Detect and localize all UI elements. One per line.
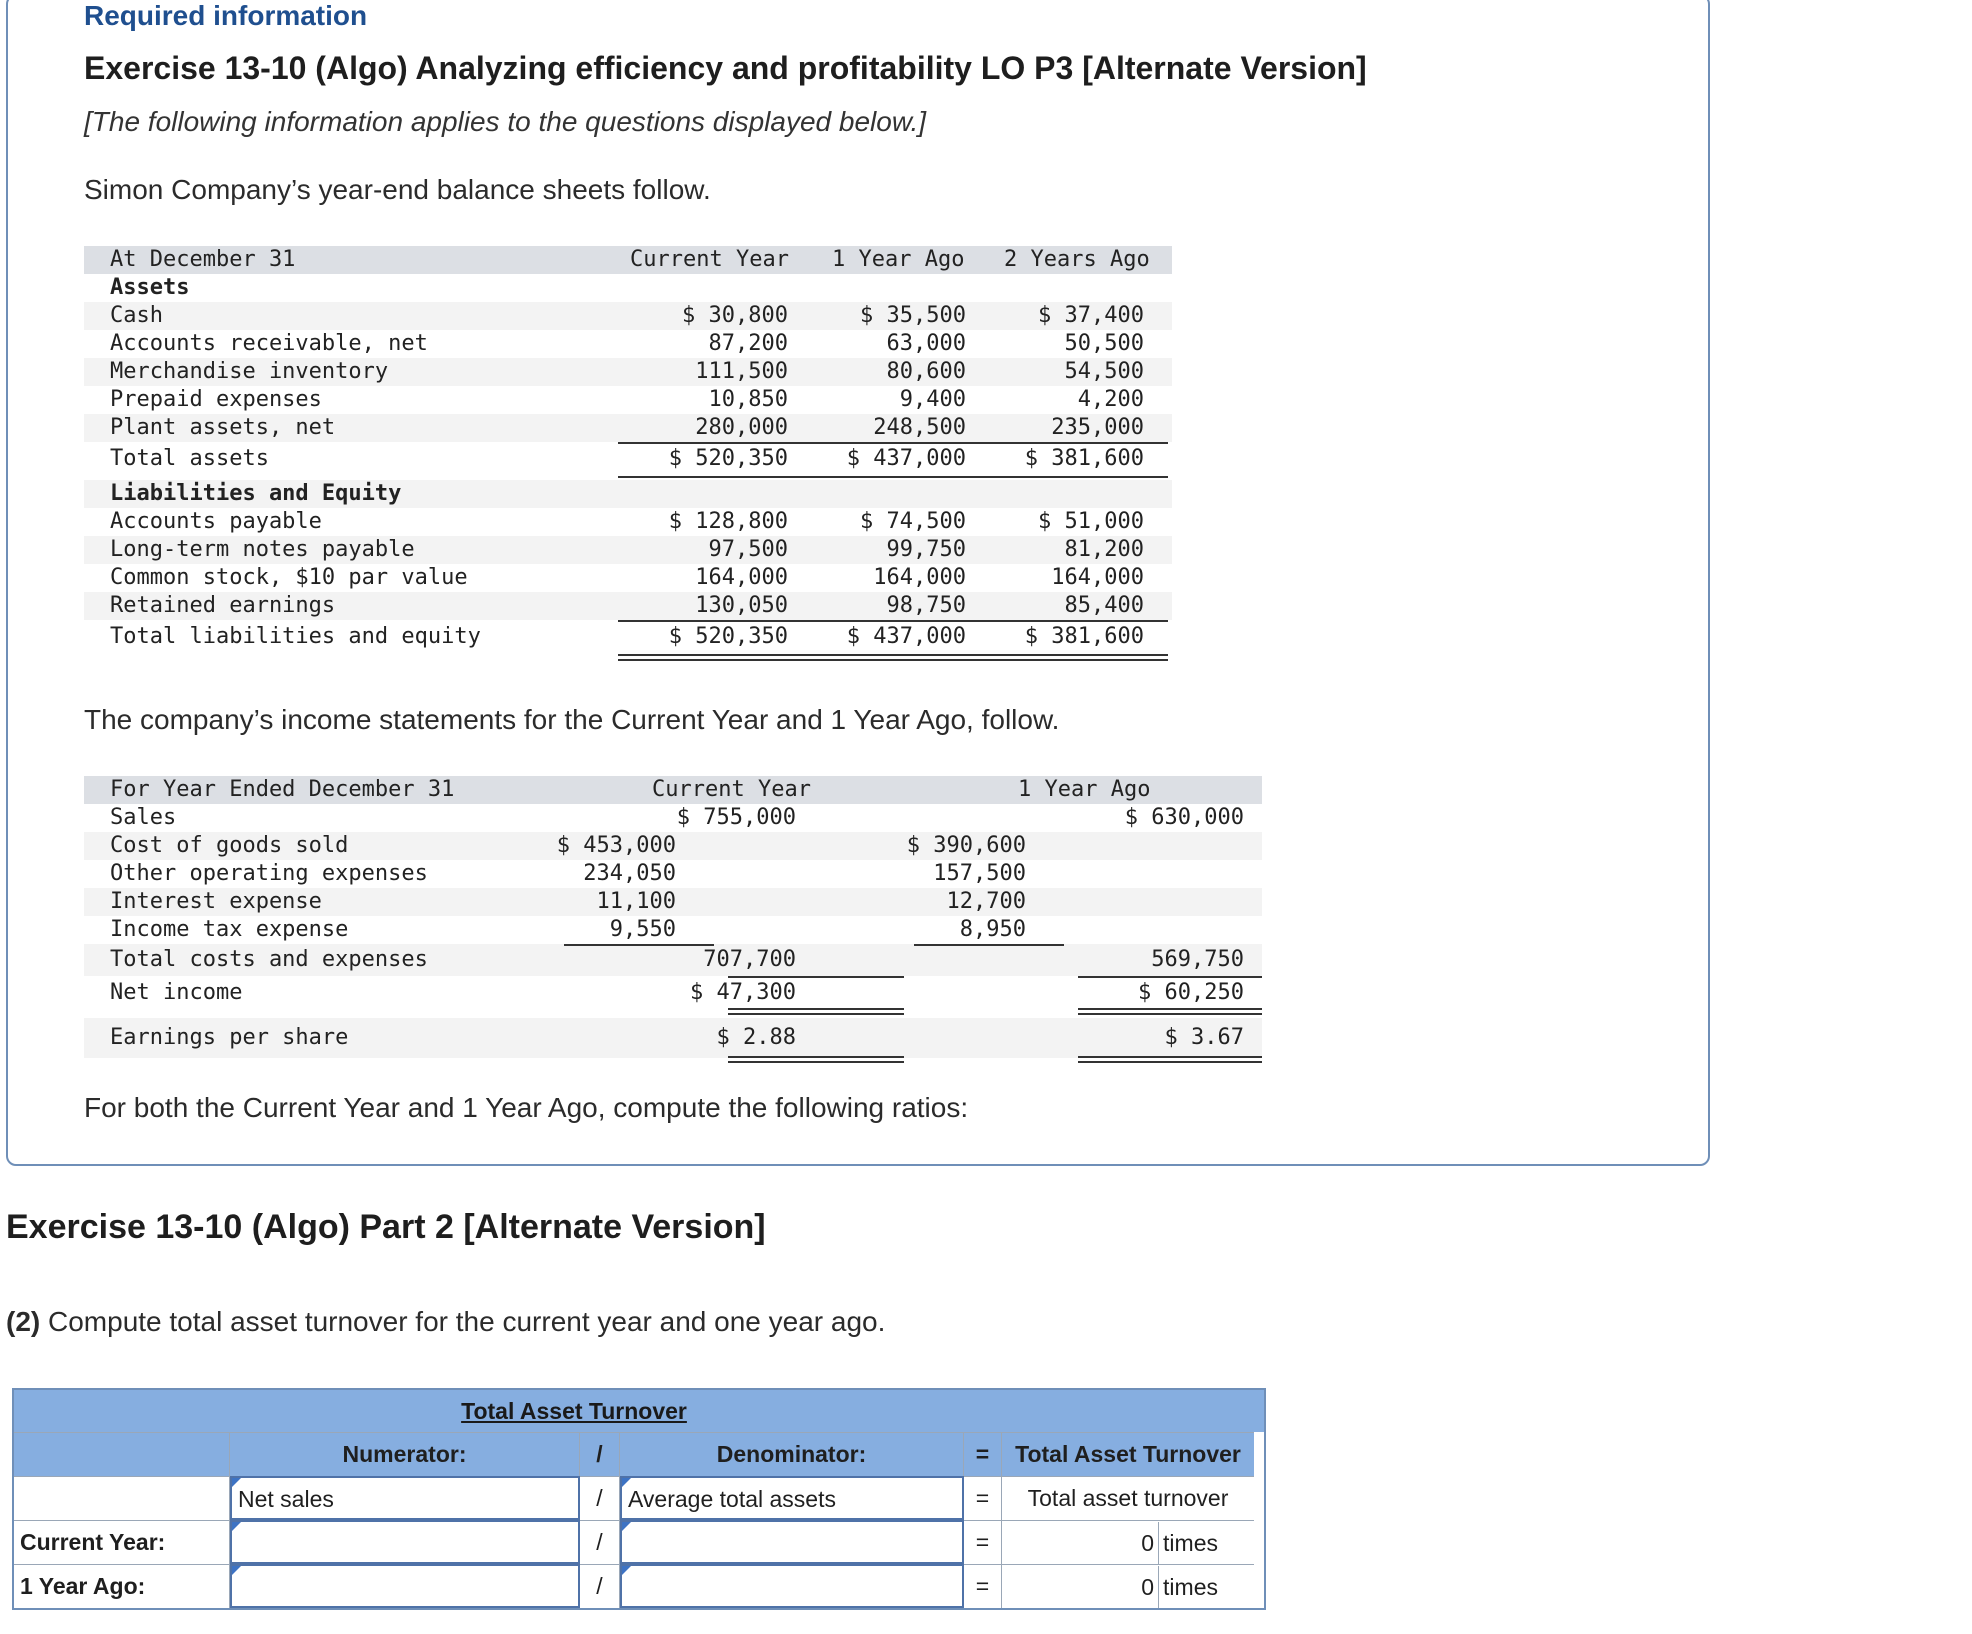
current-year-value: 111,500 (695, 359, 788, 384)
total-costs-row (84, 944, 1262, 976)
1-year-ago-value: 99,750 (886, 537, 966, 562)
current-year-result-value: 0 (1141, 1522, 1159, 1564)
part2-question (6, 1306, 885, 1338)
subtotal-rule (914, 944, 1064, 946)
1-year-ago-value: 9,400 (899, 387, 966, 412)
table-row (84, 414, 1172, 442)
balance-sheet-intro: Simon Company’s year-end balance sheets follow. (84, 174, 711, 205)
header-label: For Year Ended December 31 (110, 777, 455, 802)
row-label: Plant assets, net (110, 415, 336, 440)
liabilities-heading-row (84, 480, 1172, 508)
denominator-header: Denominator: (620, 1432, 964, 1476)
1-year-ago-value: $ 437,000 (846, 446, 966, 471)
1-year-ago-value: 63,000 (886, 331, 966, 356)
slash-header: / (580, 1432, 620, 1476)
1-year-ago-value: $ 60,250 (1138, 980, 1244, 1005)
row-label: Cash (110, 303, 163, 328)
total-double-rule (1078, 1056, 1262, 1063)
row-label: Other operating expenses (110, 861, 428, 886)
2-years-ago-value: 4,200 (1077, 387, 1144, 412)
header-1-year-ago: 1 Year Ago (1018, 777, 1151, 802)
2-years-ago-value: $ 381,600 (1024, 446, 1144, 471)
1-year-ago-value: 8,950 (959, 917, 1026, 942)
table-row (84, 888, 1262, 916)
assets-heading: Assets (110, 275, 190, 300)
row-label: Total assets (110, 446, 269, 471)
2-years-ago-value: $ 381,600 (1024, 624, 1144, 649)
header-1-year-ago: 1 Year Ago (832, 247, 965, 272)
equals-sign: = (964, 1520, 1002, 1564)
balance-sheet-header-row (84, 246, 1172, 274)
current-year-value: 234,050 (583, 861, 676, 886)
1-year-ago-value: 98,750 (886, 593, 966, 618)
slash-sign: / (580, 1520, 620, 1564)
row-label: Total liabilities and equity (110, 624, 481, 649)
row-label: Interest expense (110, 889, 322, 914)
table-row (84, 302, 1172, 330)
liabilities-heading: Liabilities and Equity (110, 481, 402, 506)
slash-sign: / (580, 1564, 620, 1608)
1-year-ago-value: $ 437,000 (846, 624, 966, 649)
current-year-value: 280,000 (695, 415, 788, 440)
1-year-ago-value: 12,700 (946, 889, 1026, 914)
table-row (84, 358, 1172, 386)
1-year-ago-result-value: 0 (1141, 1566, 1159, 1608)
table-row (84, 508, 1172, 536)
2-years-ago-value: 164,000 (1051, 565, 1144, 590)
answer-table-title-row (14, 1390, 1264, 1432)
total-double-rule (728, 1056, 904, 1063)
row-label: Long-term notes payable (110, 537, 415, 562)
header-current-year: Current Year (630, 247, 789, 272)
current-year-value: 9,550 (609, 917, 676, 942)
total-asset-turnover-table (12, 1388, 1266, 1610)
table-row (84, 536, 1172, 564)
current-year-value: 707,700 (703, 947, 796, 972)
blank-header-cell (14, 1432, 230, 1476)
row-label: Merchandise inventory (110, 359, 389, 384)
denominator-formula-select[interactable]: Average total assets (620, 1476, 964, 1520)
row-label: Total costs and expenses (110, 947, 428, 972)
table-row (84, 330, 1172, 358)
total-double-rule (1078, 1008, 1262, 1015)
row-label: Retained earnings (110, 593, 336, 618)
current-year-value: $ 453,000 (556, 833, 676, 858)
2-years-ago-value: $ 37,400 (1038, 303, 1144, 328)
row-label: Common stock, $10 par value (110, 565, 468, 590)
result-header: Total Asset Turnover (1002, 1432, 1254, 1476)
required-info-heading: Required information (84, 0, 368, 31)
result-formula-label: Total asset turnover (1002, 1476, 1254, 1520)
current-year-value: 97,500 (708, 537, 788, 562)
current-year-label: Current Year: (14, 1520, 230, 1564)
balance-sheet-table (84, 246, 1172, 656)
equals-sign: = (964, 1476, 1002, 1520)
total-double-rule (728, 1008, 904, 1015)
1-year-ago-value: $ 35,500 (860, 303, 966, 328)
current-year-value: $ 520,350 (668, 446, 788, 471)
current-year-numerator-input[interactable] (230, 1520, 580, 1564)
2-years-ago-value: $ 51,000 (1038, 509, 1144, 534)
equals-header: = (964, 1432, 1002, 1476)
2-years-ago-value: 50,500 (1064, 331, 1144, 356)
table-row (84, 564, 1172, 592)
income-statement-table (84, 776, 1262, 1058)
part2-title: Exercise 13-10 (Algo) Part 2 [Alternate Version] (6, 1208, 766, 1246)
current-year-result-unit: times (1163, 1529, 1218, 1556)
table-row (84, 916, 1262, 944)
header-current-year: Current Year (652, 777, 811, 802)
row-label: Accounts receivable, net (110, 331, 428, 356)
income-header-row (84, 776, 1262, 804)
slash-sign: / (580, 1476, 620, 1520)
current-year-value: 164,000 (695, 565, 788, 590)
1-year-ago-value: 569,750 (1151, 947, 1244, 972)
1-year-ago-numerator-input[interactable] (230, 1564, 580, 1608)
header-label: At December 31 (110, 247, 296, 272)
ratio-instructions: For both the Current Year and 1 Year Ago, compute the following ratios: (84, 1092, 969, 1123)
current-year-value: $ 2.88 (716, 1025, 796, 1050)
current-year-value: 11,100 (596, 889, 676, 914)
1-year-ago-value: 164,000 (873, 565, 966, 590)
exercise-title: Exercise 13-10 (Algo) Analyzing efficiency and profitability LO P3 [Alternate Version] (84, 50, 1367, 86)
eps-row (84, 1018, 1262, 1058)
1-year-ago-value: $ 390,600 (906, 833, 1026, 858)
1-year-ago-value: 80,600 (886, 359, 966, 384)
row-label: Net income (110, 980, 243, 1005)
1-year-ago-value: 248,500 (873, 415, 966, 440)
row-label: Accounts payable (110, 509, 322, 534)
total-liabilities-row (84, 620, 1172, 656)
total-assets-row (84, 442, 1172, 478)
answer-table-title: Total Asset Turnover (461, 1398, 687, 1424)
assets-heading-row (84, 274, 1172, 302)
1-year-ago-value: $ 74,500 (860, 509, 966, 534)
1-year-ago-result-unit: times (1163, 1573, 1218, 1600)
formula-label-cell (14, 1476, 230, 1520)
income-statement-intro: The company’s income statements for the Current Year and 1 Year Ago, follow. (84, 704, 1060, 735)
current-year-value: $ 128,800 (668, 509, 788, 534)
numerator-formula-select[interactable]: Net sales (230, 1476, 580, 1520)
1-year-ago-label: 1 Year Ago: (14, 1564, 230, 1608)
1-year-ago-value: $ 630,000 (1124, 805, 1244, 830)
numerator-header: Numerator: (230, 1432, 580, 1476)
1-year-ago-result (1002, 1564, 1254, 1608)
exercise-note: [The following information applies to the questions displayed below.] (84, 106, 927, 137)
question-number: (2) (6, 1306, 41, 1337)
table-row (84, 860, 1262, 888)
current-year-denominator-input[interactable] (620, 1520, 964, 1564)
2-years-ago-value: 81,200 (1064, 537, 1144, 562)
table-row (84, 386, 1172, 414)
2-years-ago-value: 54,500 (1064, 359, 1144, 384)
1-year-ago-value: 157,500 (933, 861, 1026, 886)
current-year-result (1002, 1520, 1254, 1564)
current-year-value: $ 30,800 (682, 303, 788, 328)
2-years-ago-value: 85,400 (1064, 593, 1144, 618)
net-income-row (84, 976, 1262, 1010)
row-label: Earnings per share (110, 1025, 349, 1050)
row-label: Prepaid expenses (110, 387, 322, 412)
table-row (84, 592, 1172, 620)
current-year-value: $ 47,300 (690, 980, 796, 1005)
equals-sign: = (964, 1564, 1002, 1608)
sales-row (84, 804, 1262, 832)
total-double-rule (618, 654, 1168, 661)
current-year-value: $ 520,350 (668, 624, 788, 649)
current-year-value: 87,200 (708, 331, 788, 356)
current-year-value: $ 755,000 (676, 805, 796, 830)
row-label: Cost of goods sold (110, 833, 349, 858)
row-label: Sales (110, 805, 177, 830)
1-year-ago-denominator-input[interactable] (620, 1564, 964, 1608)
question-text: Compute total asset turnover for the current year and one year ago. (40, 1306, 886, 1337)
current-year-value: 130,050 (695, 593, 788, 618)
1-year-ago-value: $ 3.67 (1164, 1025, 1244, 1050)
2-years-ago-value: 235,000 (1051, 415, 1144, 440)
table-row (84, 832, 1262, 860)
header-2-years-ago: 2 Years Ago (1004, 247, 1150, 272)
current-year-value: 10,850 (708, 387, 788, 412)
row-label: Income tax expense (110, 917, 349, 942)
